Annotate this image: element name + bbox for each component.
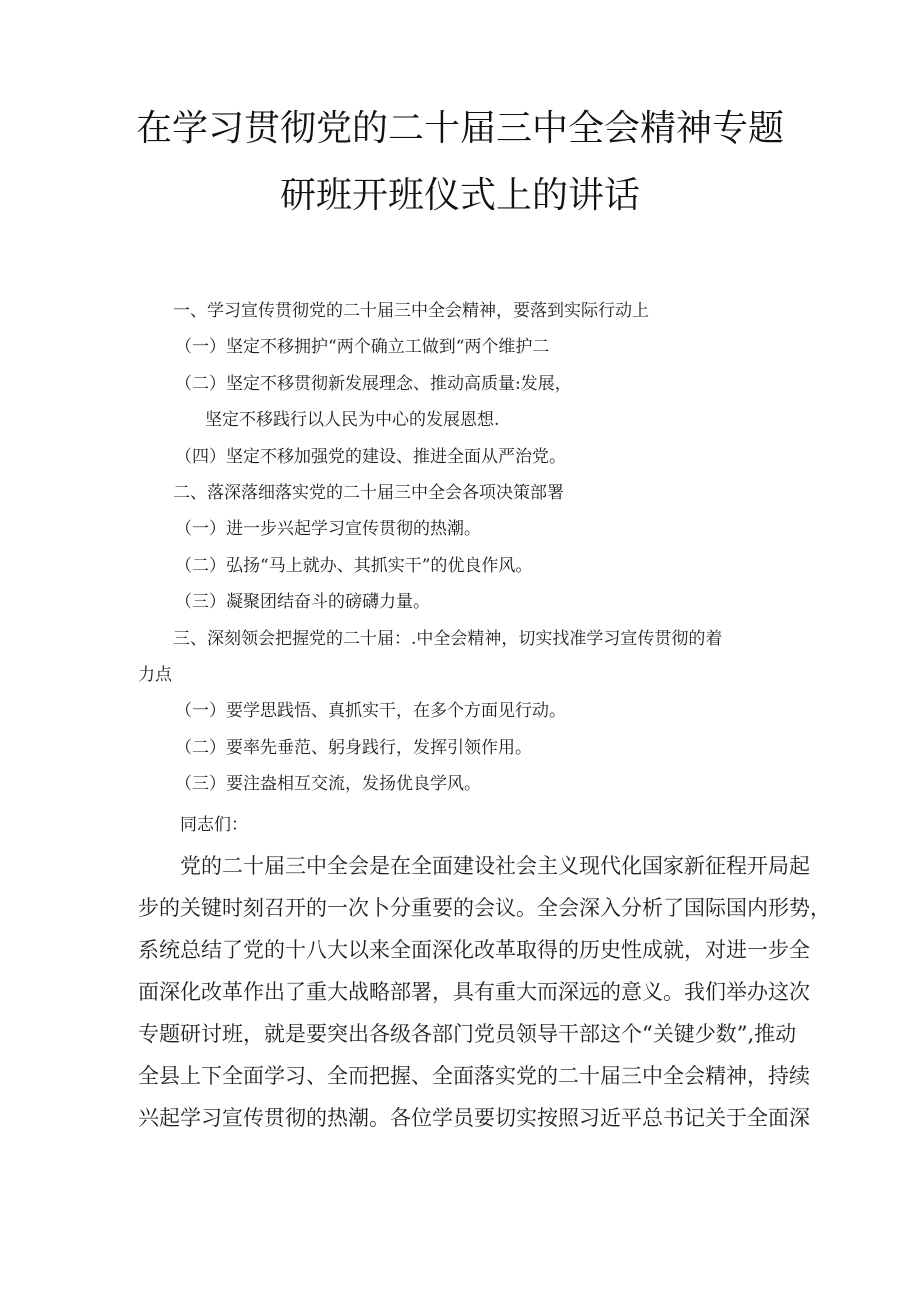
paragraph-line: 兴起学习宣传贯彻的热潮。各位学员要切实按照习近平总书记关于全面深 (138, 1106, 810, 1130)
paragraph-line: 系统总结了党的十八大以来全面深化改革取得的历史性成就，对进一步全 (138, 938, 810, 962)
outline-heading-3-continuation: 力点 (138, 665, 172, 685)
outline-item: （四）坚定不移加强党的建设、推进全面从严治党。 (175, 447, 566, 467)
document-title-line-2: 研班开班仪式上的讲话 (279, 175, 640, 216)
outline-item: （二）坚定不移贯彻新发展理念、推动高质量:发展， (175, 374, 572, 394)
paragraph-line: 党的二十届三中全会是在全面建设社会主义现代化国家新征程开局起 (180, 854, 810, 878)
paragraph-line: 专题研讨班，就是要突出各级各部门党员领导干部这个“关键少数”,推动 (138, 1022, 797, 1046)
outline-item: （三）凝聚团结奋斗的磅礴力量。 (175, 592, 430, 612)
paragraph-line: 步的关键时刻召开的一次卜分重要的会议。全会深入分析了国际国内形势， (138, 896, 831, 920)
outline-item: （一）坚定不移拥护“两个确立工做到“两个维护二 (175, 337, 550, 357)
salutation: 同志们： (180, 815, 248, 835)
outline-item: （一）要学思践悟、真抓实干，在多个方面见行动。 (175, 701, 566, 721)
outline-heading-3: 三、深刻领会把握党的二十届：.中全会精神，切实找准学习宣传贯彻的着 (173, 629, 723, 649)
paragraph-line: 全县上下全面学习、全而把握、全面落实党的二十届三中全会精神，持续 (138, 1064, 810, 1088)
document-title-line-1: 在学习贯彻党的二十届三中全会精神专题 (135, 108, 784, 149)
outline-heading-1: 一、学习宣传贯彻党的二十届三中全会精神，要落到实际行动上 (173, 301, 649, 321)
outline-item: （三）要注盎相互交流，发扬优良学风。 (175, 774, 481, 794)
outline-item-continuation: 坚定不移践行以人民为中心的发展恩想. (205, 410, 500, 430)
outline-heading-2: 二、落深落细落实党的二十届三中全会各项决策部署 (173, 483, 564, 503)
outline-item: （二）弘扬“马上就办、其抓实干”的优良作风。 (175, 556, 533, 576)
outline-item: （二）要率先垂范、躬身践行，发挥引领作用。 (175, 738, 532, 758)
outline-item: （一）进一步兴起学习宣传贯彻的热潮。 (175, 519, 481, 539)
paragraph-line: 面深化改革作出了重大战略部署，具有重大而深远的意义。我们举办这次 (138, 980, 810, 1004)
